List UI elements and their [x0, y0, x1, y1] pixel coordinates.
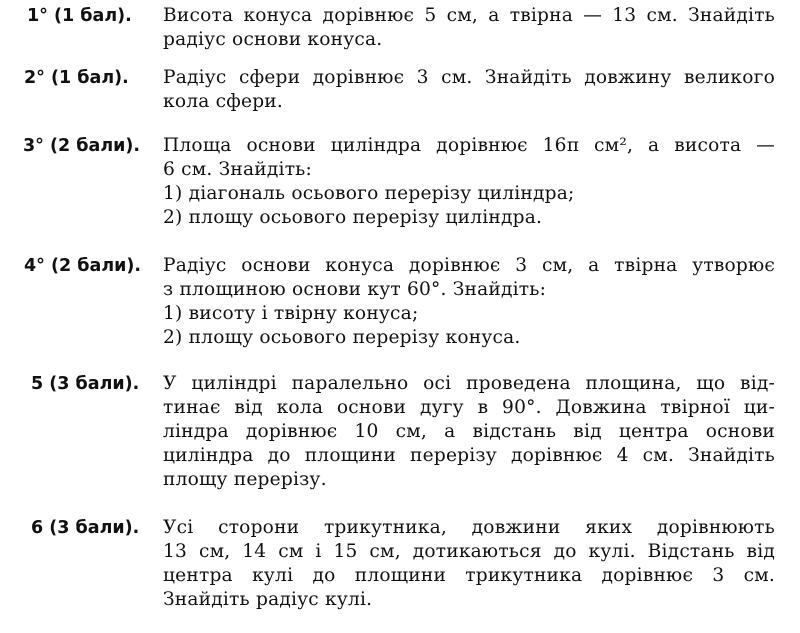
- task-5-line-1: У циліндрі паралельно осі проведена площина, що від-: [163, 373, 775, 394]
- task-2-line-2: кола сфери.: [163, 91, 283, 112]
- task-3-line-1: Площа основи циліндра дорівнює 16π см², а висота —: [163, 135, 775, 156]
- task-5-text: [163, 372, 775, 492]
- task-4-text: [163, 254, 775, 350]
- task-4-line-3: 1) висоту і твірну конуса;: [163, 303, 419, 324]
- task-5-line-2: тинає від кола основи дугу в 90°. Довжина твірної ци-: [163, 397, 775, 418]
- task-6-line-1: Усі сторони трикутника, довжини яких дорівнюють: [163, 517, 775, 538]
- task-1-line-1: Висота конуса дорівнює 5 см, а твірна — 13 см. Знайдіть: [163, 5, 775, 26]
- task-2-text: [163, 66, 775, 114]
- task-3-line-2: 6 см. Знайдіть:: [163, 159, 312, 180]
- task-2-label: 2° (1 бал).: [24, 68, 129, 88]
- task-1-label: 1° (1 бал).: [27, 6, 132, 26]
- task-4-line-4: 2) площу осьового перерізу конуса.: [163, 327, 521, 348]
- task-3-line-3: 1) діагональ осьового перерізу циліндра;: [163, 183, 575, 204]
- task-5-line-3: ліндра дорівнює 10 см, а відстань від центра основи: [163, 421, 775, 442]
- task-3-line-4: 2) площу осьового перерізу циліндра.: [163, 207, 543, 228]
- task-5-label: 5 (3 бали).: [31, 374, 140, 394]
- task-4-label: 4° (2 бали).: [24, 256, 142, 276]
- task-4-line-1: Радіус основи конуса дорівнює 3 см, а твірна утворює: [163, 255, 775, 276]
- task-3-text: [163, 134, 775, 230]
- task-5-line-5: площу перерізу.: [163, 469, 327, 490]
- task-1-line-2: радіус основи конуса.: [163, 29, 383, 50]
- task-6-line-4: Знайдіть радіус кулі.: [163, 589, 373, 610]
- task-6-text: [163, 516, 775, 612]
- task-6-label: 6 (3 бали).: [31, 518, 140, 538]
- task-1-text: [163, 4, 775, 52]
- task-3-label: 3° (2 бали).: [23, 136, 141, 156]
- task-2-line-1: Радіус сфери дорівнює 3 см. Знайдіть довжину великого: [163, 67, 775, 88]
- task-4-line-2: з площиною основи кут 60°. Знайдіть:: [163, 279, 547, 300]
- task-6-line-3: центра кулі до площини трикутника дорівнює 3 см.: [163, 565, 775, 586]
- task-6-line-2: 13 см, 14 см і 15 см, дотикаються до кулі. Відстань від: [163, 541, 775, 562]
- task-5-line-4: циліндра до площини перерізу дорівнює 4 см. Знайдіть: [163, 445, 775, 466]
